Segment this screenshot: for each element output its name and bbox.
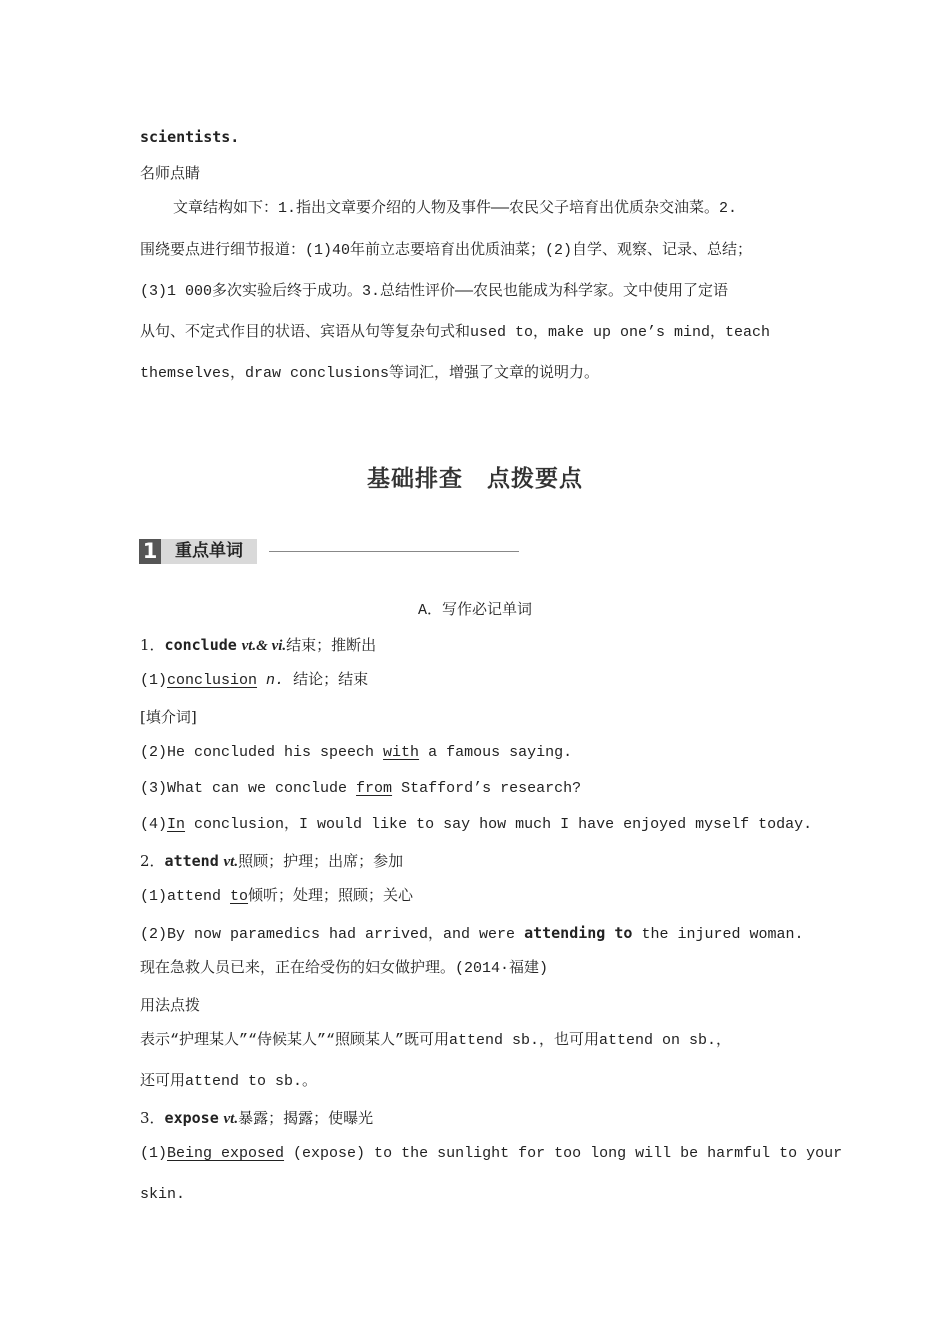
entry-pos: vt.: [223, 1111, 239, 1127]
exercise-prefix: (1): [140, 672, 168, 689]
exercise-text: conclusion，I would like to say how much I have enjoyed myself today.: [185, 816, 813, 833]
word-entry-conclude: [140, 634, 376, 657]
intro-paragraph-line: themselves，draw conclusions等词汇，增强了文章的说明力。: [140, 365, 600, 382]
section-banner: [139, 539, 257, 564]
entry-number: 2．: [140, 852, 165, 870]
entry-pos: vt.& vi.: [241, 638, 287, 654]
exercise-text: (3)What can we conclude: [140, 780, 357, 797]
exercise-line: [140, 778, 581, 800]
entry-word: expose: [164, 1109, 219, 1127]
section-title: 重点单词: [161, 539, 257, 564]
exercise-line: [140, 1143, 842, 1165]
entry-word: attend: [164, 852, 219, 870]
instruction-note: [填介词]: [140, 708, 197, 726]
answer-blank: from: [356, 780, 393, 797]
page-heading: 基础排查 点拨要点: [367, 466, 583, 492]
word-entry-expose: [140, 1107, 373, 1130]
answer-blank: to: [230, 888, 249, 905]
exercise-text: (1): [140, 1145, 168, 1162]
entry-meaning: 照顾；护理；出席；参加: [238, 852, 404, 870]
entry-word: conclude: [164, 636, 237, 654]
exercise-text: (2)By now paramedics had arrived，and were: [140, 926, 525, 943]
entry-meaning: 结束；推断出: [286, 636, 377, 654]
entry-number: 1．: [140, 636, 165, 654]
word-entry-attend: [140, 850, 403, 873]
intro-tail: scientists.: [140, 128, 240, 146]
exercise-text: (1)attend: [140, 888, 231, 905]
highlight-phrase: attending to: [524, 924, 633, 942]
intro-paragraph-line: (3)1 000多次实验后终于成功。3.总结性评价——农民也能成为科学家。文中使用了定语: [140, 283, 729, 300]
exercise-text: Stafford’s research?: [392, 780, 582, 797]
exercise-line: [140, 886, 413, 908]
exercise-pos: n.: [266, 672, 285, 689]
translation-line: 现在急救人员已来，正在给受伤的妇女做护理。(2014·福建): [140, 960, 549, 977]
usage-line: 还可用attend to sb.。: [140, 1073, 318, 1090]
answer-blank: conclusion: [167, 672, 258, 689]
answer-blank: Being exposed: [167, 1145, 285, 1162]
exercise-text: a famous saying.: [419, 744, 573, 761]
answer-blank: In: [167, 816, 186, 833]
teacher-comment-label: 名师点睛: [140, 164, 201, 182]
exercise-line: [140, 670, 368, 692]
exercise-text: (expose) to the sunlight for too long will be harmful to your: [284, 1145, 843, 1162]
exercise-text: (4): [140, 816, 168, 833]
usage-line: 表示“护理某人”“侍候某人”“照顾某人”既可用attend sb.，也可用attend on sb.，: [140, 1032, 732, 1049]
entry-meaning: 暴露；揭露；使曝光: [238, 1109, 374, 1127]
exercise-line: [140, 922, 803, 946]
exercise-meaning: 结论；结束: [284, 672, 369, 689]
section-divider: [269, 551, 519, 552]
intro-paragraph-line: 文章结构如下：1.指出文章要介绍的人物及事件——农民父子培育出优质杂交油菜。2.: [173, 200, 738, 217]
exercise-text: the injured woman.: [632, 926, 804, 943]
section-number: 1: [139, 539, 161, 564]
entry-pos: vt.: [223, 854, 239, 870]
exercise-text: 倾听；处理；照顾；关心: [248, 888, 414, 905]
exercise-line: [140, 814, 812, 836]
exercise-text: (2)He concluded his speech: [140, 744, 384, 761]
exercise-line-continued: skin.: [140, 1186, 186, 1203]
usage-label: 用法点拨: [140, 996, 201, 1014]
exercise-line: [140, 742, 572, 764]
subheading: A．写作必记单词: [417, 602, 532, 619]
entry-number: 3．: [140, 1109, 165, 1127]
intro-paragraph-line: 围绕要点进行细节报道：(1)40年前立志要培育出优质油菜；(2)自学、观察、记录、总结；: [140, 242, 753, 259]
answer-blank: with: [383, 744, 420, 761]
intro-paragraph-line: 从句、不定式作目的状语、宾语从句等复杂句式和used to，make up one’s mind，teach: [140, 324, 771, 341]
